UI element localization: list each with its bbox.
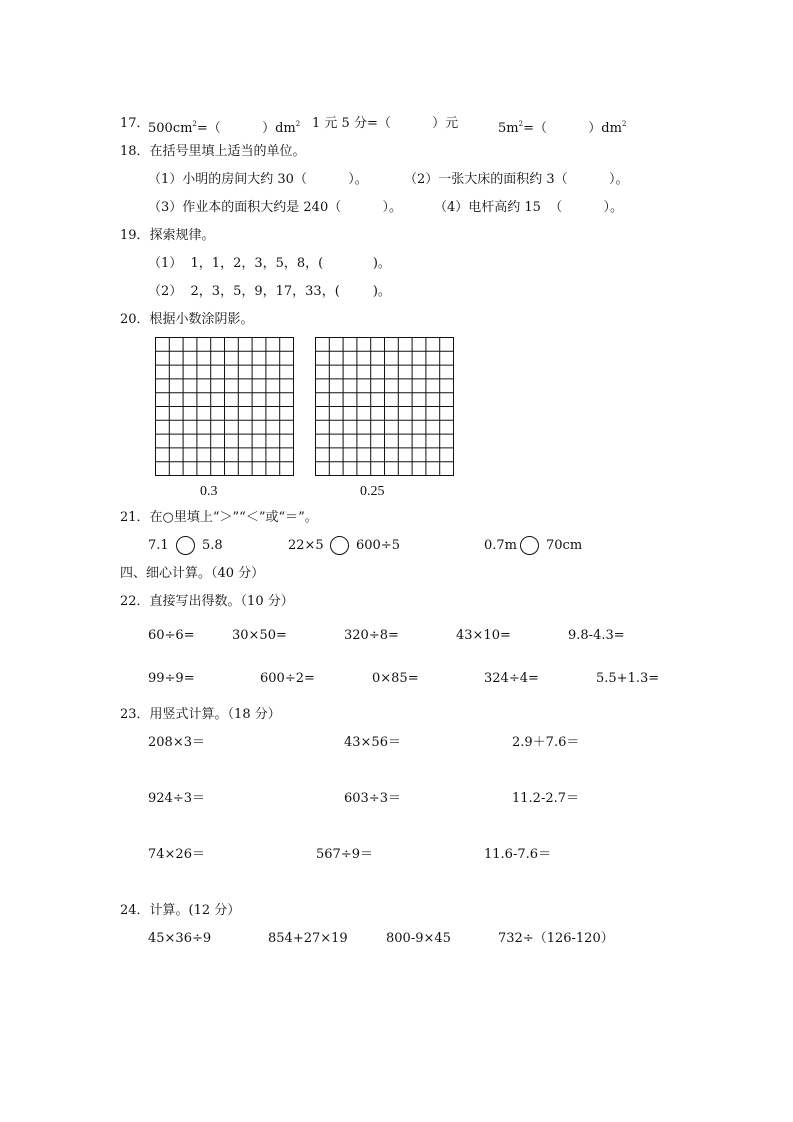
- q24-item-3: 800-9×45: [386, 931, 451, 946]
- section-4-title: 四、细心计算。（40 分）: [120, 566, 265, 581]
- q18-title: 18．在括号里填上适当的单位。: [120, 144, 306, 159]
- decimal-grid-2[interactable]: [315, 337, 455, 477]
- q22-title: 22．直接写出得数。（10 分）: [120, 594, 294, 609]
- q23-r3-c2: 567÷9＝: [316, 847, 373, 862]
- q23-r3-c1: 74×26＝: [148, 847, 205, 862]
- q22-r2-c4: 324÷4=: [484, 671, 539, 686]
- decimal-grid-1[interactable]: [155, 337, 295, 477]
- compare-circle-a[interactable]: [176, 536, 195, 555]
- q17-item-b: 1 元 5 分=（ ）元: [312, 116, 459, 131]
- q17-item-c: $5m^2=$（ ）$dm^2$: [498, 120, 627, 136]
- q18-part-3: （3）作业本的面积大约是 240（ ）。: [148, 200, 403, 215]
- compare-circle-b[interactable]: [330, 536, 349, 555]
- q23-r2-c2: 603÷3＝: [344, 791, 401, 806]
- q23-r3-c3: 11.6-7.6＝: [484, 847, 552, 862]
- q21-a-right: 5.8: [202, 538, 223, 553]
- q22-r2-c2: 600÷2=: [260, 671, 315, 686]
- q17-item-a: $500cm^2=$（ ）$dm^2$: [148, 120, 301, 136]
- q23-r1-c1: 208×3＝: [148, 735, 205, 750]
- q22-r2-c5: 5.5+1.3=: [596, 671, 660, 686]
- q21-b-right: 600÷5: [356, 538, 400, 553]
- compare-circle-c[interactable]: [520, 536, 539, 555]
- q22-r1-c3: 320÷8=: [344, 628, 399, 643]
- q23-r2-c1: 924÷3＝: [148, 791, 205, 806]
- q21-a-left: 7.1: [148, 538, 169, 553]
- q24-item-4: 732÷（126-120）: [498, 931, 614, 946]
- q21-title: 21．在○里填上“＞”“＜”或“＝”。: [120, 510, 318, 525]
- q19-part-1: （1） 1，1，2，3，5，8，( )。: [148, 256, 391, 271]
- q23-r2-c3: 11.2-2.7＝: [512, 791, 580, 806]
- q18-part-4: （4）电杆高约 15 （ ）。: [434, 200, 624, 215]
- q22-r1-c2: 30×50=: [232, 628, 287, 643]
- grid-2-label: 0.25: [360, 484, 385, 499]
- q24-title: 24．计算。(12 分）: [120, 903, 241, 918]
- q18-part-1: （1）小明的房间大约 30（ ）。: [148, 172, 368, 187]
- q18-part-2: （2）一张大床的面积约 3（ ）。: [404, 172, 629, 187]
- q23-r1-c3: 2.9＋7.6＝: [512, 735, 580, 750]
- q19-title: 19．探索规律。: [120, 228, 215, 243]
- q22-r1-c5: 9.8-4.3=: [568, 628, 625, 643]
- q21-c-left: 0.7m: [484, 538, 518, 553]
- q20-title: 20．根据小数涂阴影。: [120, 312, 254, 327]
- q22-r2-c3: 0×85=: [372, 671, 419, 686]
- q17-number: 17．: [120, 116, 150, 131]
- q23-r1-c2: 43×56＝: [344, 735, 401, 750]
- grid-1-label: 0.3: [200, 484, 218, 499]
- q21-c-right: 70cm: [546, 538, 583, 553]
- q22-r2-c1: 99÷9=: [148, 671, 195, 686]
- q22-r1-c1: 60÷6=: [148, 628, 195, 643]
- q23-title: 23．用竖式计算。（18 分）: [120, 707, 281, 722]
- q19-part-2: （2） 2，3，5，9，17，33，( )。: [148, 284, 391, 299]
- q21-b-left: 22×5: [288, 538, 324, 553]
- q24-item-1: 45×36÷9: [148, 931, 212, 946]
- q22-r1-c4: 43×10=: [456, 628, 511, 643]
- q24-item-2: 854+27×19: [268, 931, 348, 946]
